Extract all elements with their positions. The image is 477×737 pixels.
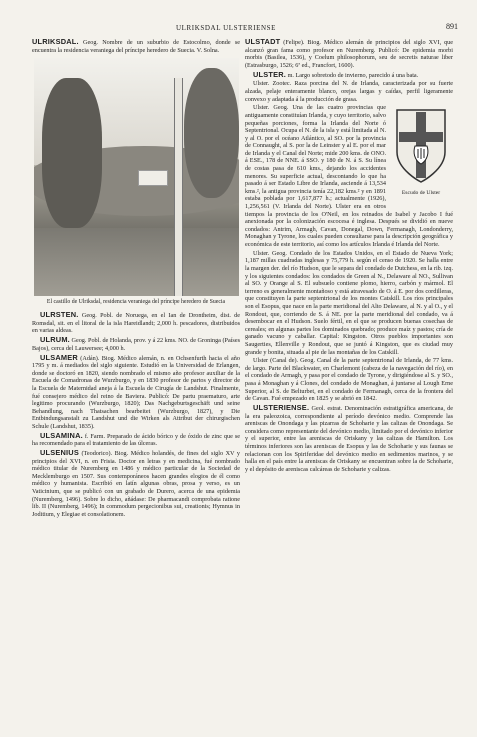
entry-text: Geol. estrat. Denominación estratigráfica americana, de la era paleozoica, correspondiente al período devónico medio. Comprende las areniscas de Onondaga y las pizarras de Schoharie y las calizas de Onondaga. Se considera como representante del devónico medio, limitado por el devónico inferior y el superior, entre las areniscas de Oriskany y las calizas de Hamilton. Los términos inferiores son las areniscas de Esopus y las de Schoharie y sus faunas se relacionan con los Spiriferidae del devónico medio en sedimentos marinos, y se halla en el país entre la areniscas de Oriskany se encuentran sobre la de Schoharie, y el depósito de areniscas calcáreas de Schoharie y calizas.: [245, 405, 453, 473]
entry-text: f. Farm. Preparado de ácido bórico y de óxido de zinc que se ha recomendado para el tratamiento de las úlceras.: [32, 432, 240, 448]
shield-caption: Escudo de Ulster: [401, 190, 441, 197]
headword: ULSAMER: [40, 352, 78, 362]
ulriksdal-castle-photo: [34, 58, 239, 296]
headword: ULRIKSDAL.: [32, 37, 79, 46]
entry-ulsamer: [32, 354, 240, 431]
entry-text: Ulster. Geog. Condado de los Estados Unidos, en el Estado de Nueva York; 1,187 millas cuadradas inglesas y 75,779 h. según el censo de 1920. Se halla entre la margen der. del río Hudson, que le separa del condado de Dutchess, en la rib. izq. y los siguientes condados: los condados de Green al N., Delaware al NO., Sullivan al SO. y Orange al S. El subsuelo contiene plomo, hierro, carbón y mármol. El terreno es generalmente montañoso y está atravesado de O. á E. por dos cordilleras, que constituyen la parte septentrional de los montes Catskill. Los ríos principales son el Esopus, que nace en la parte meridional del Alto Delaware, al N. y al O., y el Rondout, que, corriendo de S. á NE. por la parte meridional del condado, va á desembocar en el Hudson. Suelo fértil, en el que se producen buenas cosechas de cereales; en algunas partes los dominados quebrado; produce maíz y pastos; cría de ganado vacuno y caballar. Capital: Kingston. Otros pueblos importantes son Saugerties, Ellenville y Rondout, que se juntó á Kingston, que es ciudad muy grande y bonita, situada al pie de las montañas de los Catskill.: [245, 249, 453, 356]
headword: ULSAMINA.: [40, 430, 83, 440]
entry-ulster: [245, 71, 453, 80]
entry-text: Geog. Pobl. de Noruega, en el Ian de Drontheim, dist. de Romsdal, sit. en el litoral de la isla Hareidlandt; 2,000 h. pescadores, distribuidos en varias aldeas.: [32, 312, 240, 335]
entry-text: (Felipe). Biog. Médico alemán de principios del siglo XVI, que alcanzó gran fama como profesor en Nuremberg. Publicó: De epidemia morbi morbis (Basilea, 1536), y Coelum philosophorum, seu de secretis naturae liber (Estrasburgo, 1526; 6ª ed., Francfort, 1600).: [245, 39, 453, 69]
page-header: [0, 22, 477, 34]
entry-ulsenius: [32, 449, 240, 518]
entry-text: Geog. Nombre de un suburbio de Estocolmo, donde se encuentra la residencia veraniega del príncipe heredero de Suecia. V. Solna.: [32, 39, 240, 54]
entry-text: (Adán). Biog. Médico alemán, n. en Ochsenfurth hacia el año 1795 y m. á mediados del siglo siguiente. Estudió en la Universidad de Erlangen, donde se doctoró en 1820, siendo nombrado el mismo año profesor auxiliar de la Escuela de Comadronas de Wurzburgo, y en 1830 profesor de partos y director de la Escuela de Maternidad aneja á la Escuela de Cirugía de Landshut. Finalmente, fué consejero médico del reino de Baviera. Publicó: De partu praematuro, arte legitimo procurando (Wurzburgo, 1820); Das Nachgeburtsgeschäft und seine Behandlung, nach Thatsachen bearbeitet (Wurzburgo, 1827), y Die Entbindungsanstalt zu Landshut und die Wirken als Attribut der chirurgischen Schule (Landshut, 1835).: [32, 354, 240, 430]
headword: ULRSTEN.: [40, 310, 79, 320]
ulster-shield-icon: [395, 108, 447, 184]
entry-text: m. Largo sobretodo de invierno, parecido á una bata.: [286, 71, 419, 79]
entry-text: Ulster (Canal de). Geog. Canal de la parte septentrional de Irlanda, de 77 kms. de largo. Parte del Blackwater, en Charlemont (cabeza de la navegación del río), en el condado de Armagh, y pasa por el condado de Tyrone, y dirigiéndose al S. y SO., pasa á Monaghan y á Clones, del condado de Monaghan, á juntarse al Lough Erne Superior, al S. de Belturbet, en el condado de Fermanagh, cerca de la frontera del de Cavan. Fué empezado en 1825 y se abrió en 1842.: [245, 357, 453, 403]
entry-text: Ulster. Geog. Una de las cuatro provincias que antiguamente constituían Irlanda, y cuyo territorio, salvo pequeñas porciones, forma la Irlanda del Norte ó Septentrional. Ocupa el N. de la isla y está limitada al N. y al O. por el océano Atlántico, al SO. por la provincia de Connaught, al S. por la de Leinster y al E. por el mar de Irlanda y el Canal del Norte; mide 200 kms. de ONO. á ESE., 178 de NNE. á SSO. y 180 de N. á S. Su línea de costas pasa de 610 kms., dejando los accidentes menores. Su superficie actual, descontando lo que ha pasado á ser Estado Libre de Irlanda, asciende á 13,534 kms.², la antigua provincia tenía 22,182 kms.² y en 1891 estaba poblada por 1,617,877 h.; actualmente (1926), 1,256,561 (V. Irlanda del Norte). Ulster era en otros tiempos la provincia de los O'Neil, en los reinados de Isabel y Jacobo I fué anexionada por la colonización escocesa é inglesa. Después se dividió en nueve condados: Antrim, Armagh, Cavan, Donegal, Down, Fermanagh, Londonderry, Monaghan y Tyrone, los cuales pueden consultarse para la descripción geográfica y económica de este territorio, así como los artículos Irlanda é Irlanda del Norte.: [245, 104, 453, 248]
entry-ulster-zootec: [245, 80, 453, 103]
entry-text: Ulster. Zootec. Raza porcina del N. de Irlanda, caracterizada por su fuerte alzada, pelaje enteramente blanco, orejas largas y caídas, perfil ligeramente convexo y adaptada á la producción de grasa.: [245, 80, 453, 103]
entry-ulrsten: [32, 311, 240, 335]
entry-ulsteriense: [245, 404, 453, 473]
right-column: [245, 38, 453, 475]
left-column: [32, 38, 240, 520]
page-number: 891: [446, 22, 458, 31]
headword: ULSTADT: [245, 37, 281, 46]
entry-ulstadt: [245, 38, 453, 69]
entry-ulriksdal: [32, 38, 240, 54]
headword: ULSENIUS: [40, 448, 79, 458]
entry-text: (Teodorico). Biog. Médico holandés, de fines del siglo XV y principios del XVI, n. en Frisia. Doctor en letras y en medicina, fué nombrado médico titular de Nuremberg en 1486 y médico particular de la Sociedad de Mecklemburgo en 1507. Sus contemporáneos hacen grandes elogios de él como médico y humanista. Escribió en latín algunas obras, prosa y verso, es un Vaticinium, que se publicó con un grabado de Durero, acerca de una epidemia (Nuremberg, 1496). Sobre lo dicho, añádase: De pharmacandi comprobata ratione lib. II (Nuremberg, 1496); In commodum pergecionibus sui, creationis; Hymnus in Joditium, y Elegiae et consolationem.: [32, 450, 240, 518]
headword: ULRUM.: [40, 335, 70, 345]
running-head: ULRIKSDAL ULSTERIENSE: [176, 24, 277, 32]
entry-ulster-county: [245, 250, 453, 356]
entry-ulster-canal: [245, 357, 453, 403]
ulster-shield-figure: [389, 104, 453, 208]
entry-text: Geog. Pobl. de Holanda, prov. y á 22 kms. NO. de Groninga (Países Bajos), cerca del Lauwersee; 4,000 h.: [32, 337, 240, 352]
headword: ULSTERIENSE.: [253, 403, 310, 413]
headword: ULSTER.: [253, 69, 287, 79]
entry-ulsamina: [32, 432, 240, 448]
entry-ulrum: [32, 336, 240, 352]
photo-caption: El castillo de Ulriksdal, residencia veraniega del príncipe heredero de Suecia: [46, 299, 226, 306]
